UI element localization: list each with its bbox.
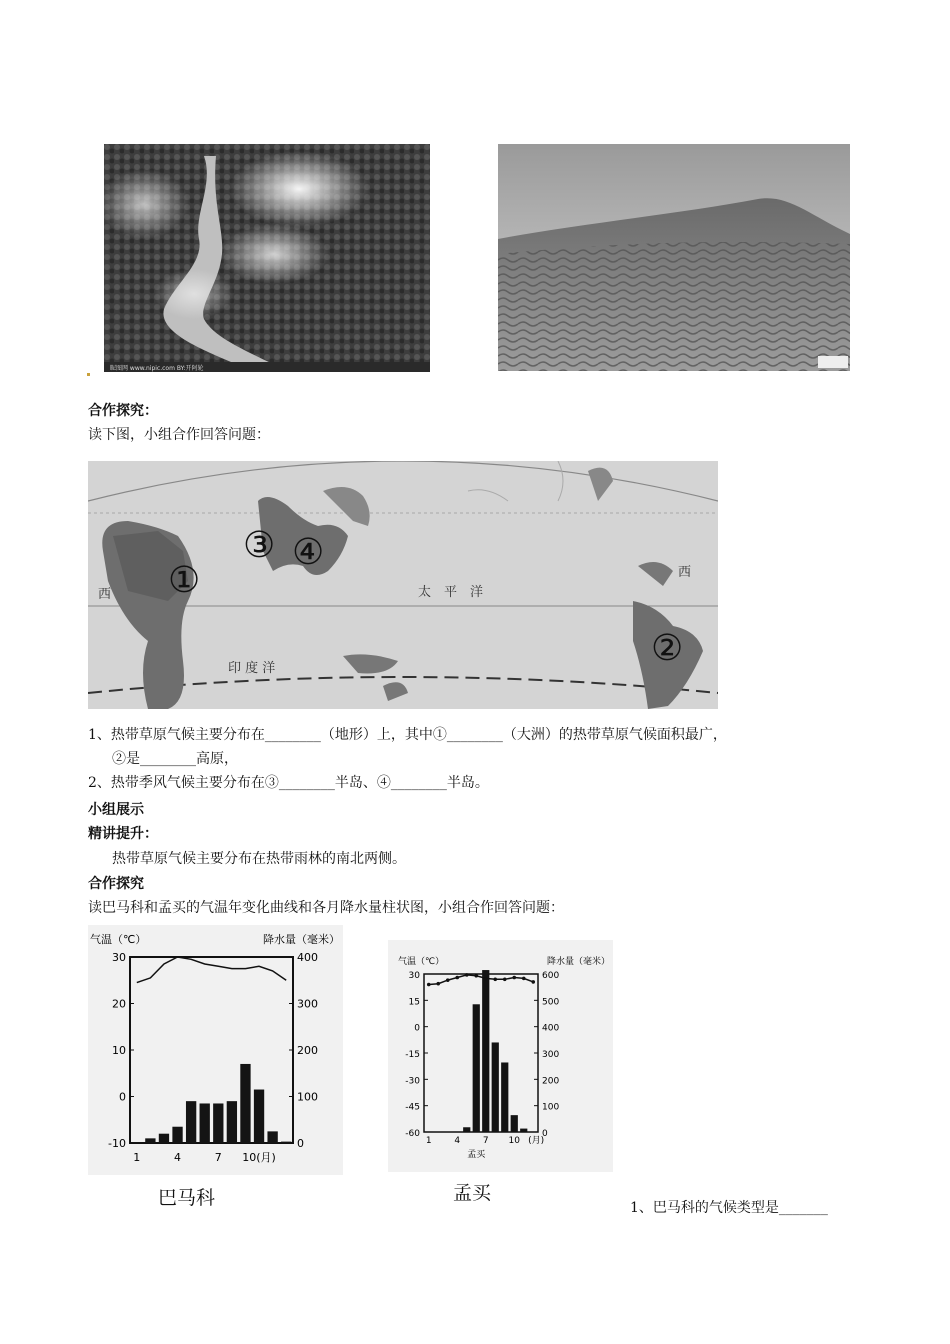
- question-1-line-1: 1、热带草原气候主要分布在________（地形）上，其中①________（大洲）的热带草原气候面积最广，: [88, 727, 727, 743]
- precip-bar-month-11: [520, 1129, 527, 1132]
- chart-mumbai-svg: [388, 940, 613, 1172]
- chart-mumbai-caption: 孟买: [453, 1182, 492, 1204]
- section-heading-explain: 精讲提升：: [88, 826, 158, 842]
- desert-image: [498, 144, 850, 371]
- temperature-point-month-1: [427, 983, 431, 987]
- month-tick-label: (月): [528, 1136, 545, 1146]
- precip-bar-month-9: [501, 1062, 508, 1132]
- month-tick-label: 7: [214, 1151, 222, 1164]
- precip-bar-month-1: [132, 1142, 142, 1143]
- temp-tick-label: 0: [414, 1023, 420, 1034]
- temperature-point-month-9: [503, 977, 507, 981]
- precip-tick-label: 300: [542, 1050, 560, 1060]
- month-tick-label: 10: [508, 1136, 520, 1146]
- precip-bar-month-4: [172, 1127, 182, 1143]
- climate-map: [88, 461, 718, 709]
- map-marker-3: ③: [243, 525, 276, 566]
- map-label-indian: 印 度 洋: [228, 661, 276, 676]
- precip-tick-label: 300: [297, 997, 318, 1011]
- map-marker-4: ④: [292, 532, 325, 573]
- precip-bar-month-12: [281, 1142, 291, 1143]
- month-tick-label: 10(月): [242, 1151, 276, 1164]
- temperature-line: [137, 957, 286, 983]
- precip-bar-month-6: [473, 1004, 480, 1132]
- precip-bar-month-11: [267, 1131, 277, 1143]
- precip-tick-label: 400: [542, 1023, 560, 1034]
- precip-bar-month-7: [482, 970, 489, 1132]
- map-label-pacific: 太 平 洋: [418, 585, 484, 600]
- temperature-point-month-6: [474, 974, 478, 978]
- precip-tick-label: 500: [542, 997, 560, 1008]
- left-axis-title: 气温（℃）: [90, 933, 147, 946]
- precip-bar-month-10: [254, 1090, 264, 1143]
- temp-tick-label: 15: [408, 997, 420, 1008]
- section-heading-cooperate: 合作探究：: [88, 403, 158, 419]
- section-instruction: 读下图，小组合作回答问题：: [88, 427, 270, 443]
- precip-bar-month-8: [227, 1101, 237, 1143]
- month-tick-label: 4: [174, 1151, 182, 1164]
- map-label-west-left: 西: [98, 587, 112, 602]
- chart-bamako: [88, 925, 343, 1175]
- photo-watermark: 昵图网 www.nipic.com BY:开阿轮: [110, 365, 204, 372]
- precip-bar-month-5: [186, 1101, 196, 1143]
- temperature-point-month-8: [493, 977, 497, 981]
- temp-tick-label: -60: [405, 1129, 420, 1139]
- precip-tick-label: 100: [542, 1102, 560, 1113]
- precip-tick-label: 0: [297, 1137, 304, 1150]
- temp-tick-label: -10: [108, 1137, 126, 1150]
- precip-bar-month-9: [240, 1064, 250, 1143]
- explain-text: 热带草原气候主要分布在热带雨林的南北两侧。: [112, 851, 406, 867]
- map-label-west-right: 西: [678, 565, 692, 580]
- precip-tick-label: 200: [542, 1076, 560, 1087]
- chart-bamako-caption: 巴马科: [158, 1187, 216, 1209]
- precip-bar-month-10: [511, 1115, 518, 1132]
- plot-frame: [424, 974, 538, 1132]
- section-heading-group-show: 小组展示: [88, 802, 144, 818]
- temperature-point-month-11: [522, 977, 526, 981]
- precip-bar-month-1: [425, 1131, 432, 1132]
- question-bamako-climate: 1、巴马科的气候类型是_______: [630, 1200, 828, 1216]
- precip-bar-month-2: [145, 1138, 155, 1143]
- desert-photo: [498, 144, 850, 371]
- precip-bar-month-12: [530, 1131, 537, 1132]
- precip-bar-month-6: [200, 1103, 210, 1143]
- precip-bar-month-8: [492, 1042, 499, 1132]
- precip-tick-label: 200: [297, 1044, 318, 1057]
- precip-tick-label: 600: [542, 971, 560, 981]
- precip-bar-month-4: [454, 1131, 461, 1132]
- section-heading-cooperate-2: 合作探究: [88, 876, 144, 892]
- temp-tick-label: -15: [405, 1050, 420, 1060]
- temperature-point-month-5: [465, 973, 469, 977]
- small-marker: [87, 373, 90, 376]
- question-2: 2、热带季风气候主要分布在③________半岛、④________半岛。: [88, 775, 489, 791]
- temp-tick-label: 30: [408, 971, 420, 981]
- chart-mumbai: [388, 940, 613, 1172]
- precip-tick-label: 0: [542, 1129, 548, 1139]
- temp-tick-label: 10: [112, 1044, 126, 1057]
- station-name-label: 孟买: [467, 1150, 486, 1160]
- temperature-point-month-2: [436, 982, 440, 986]
- section-instruction-2: 读巴马科和孟买的气温年变化曲线和各月降水量柱状图，小组合作回答问题：: [88, 900, 564, 916]
- temperature-point-month-3: [446, 978, 450, 982]
- temperature-point-month-7: [484, 977, 488, 981]
- precip-tick-label: 100: [297, 1090, 318, 1104]
- month-tick-label: 1: [133, 1151, 141, 1164]
- temperature-line: [429, 975, 534, 985]
- temperature-point-month-12: [531, 980, 535, 984]
- temp-tick-label: 20: [112, 997, 126, 1011]
- right-axis-title: 降水量（毫米）: [546, 957, 610, 967]
- temp-tick-label: 30: [112, 951, 126, 964]
- temperature-point-month-10: [512, 976, 516, 980]
- precip-bar-month-5: [463, 1127, 470, 1132]
- map-marker-2: ②: [651, 628, 684, 669]
- map-marker-1: ①: [168, 560, 201, 601]
- temp-tick-label: -45: [405, 1102, 420, 1113]
- precip-bar-month-7: [213, 1103, 223, 1143]
- temp-tick-label: 0: [119, 1090, 126, 1104]
- precip-tick-label: 400: [297, 951, 318, 964]
- rainforest-photo: [104, 144, 430, 372]
- rainforest-image: [104, 144, 430, 372]
- plot-frame: [130, 957, 293, 1143]
- temp-tick-label: -30: [405, 1076, 420, 1087]
- month-tick-label: 1: [425, 1136, 432, 1146]
- question-1-line-2: ②是________高原，: [112, 751, 238, 767]
- chart-bamako-svg: [88, 925, 343, 1175]
- temperature-point-month-4: [455, 976, 459, 980]
- month-tick-label: 7: [482, 1136, 489, 1146]
- left-axis-title: 气温（℃）: [398, 957, 445, 967]
- month-tick-label: 4: [454, 1136, 461, 1146]
- precip-bar-month-3: [159, 1134, 169, 1143]
- right-axis-title: 降水量（毫米）: [263, 933, 340, 946]
